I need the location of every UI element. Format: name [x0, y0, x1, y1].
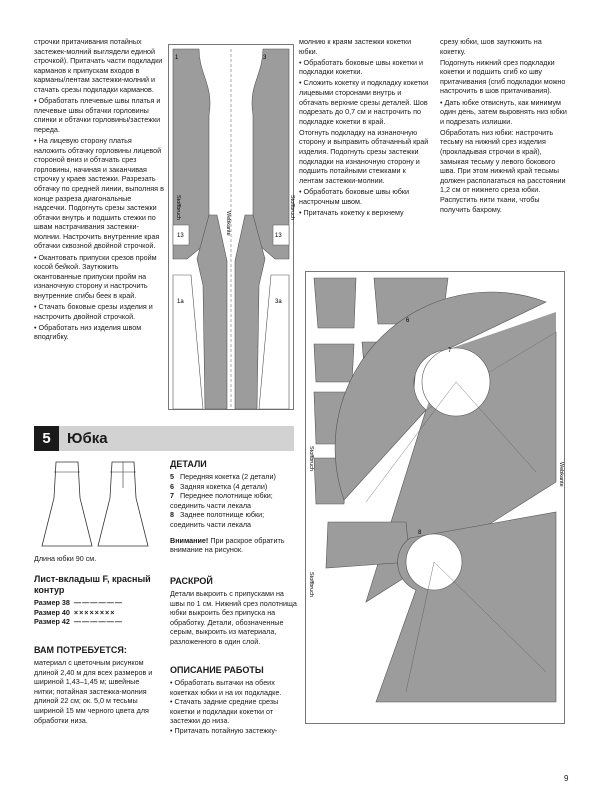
attention-label: Внимание!	[170, 535, 209, 545]
paragraph: • Сложить кокетку и подкладку кокетки лицевыми сторонами внутрь и обтачать верхние срезы деталей. Шов подрезать до 0,7 см и настрочить по подкладке кокетки в край.	[299, 78, 429, 126]
size-row	[34, 608, 127, 618]
paragraph: • Притачать кокетку к верхнему	[299, 208, 429, 218]
size-label: Размер 40	[34, 607, 70, 617]
skirt-layout-svg	[306, 272, 564, 723]
fold-label-right: Stoffbruch	[289, 195, 295, 220]
detail-text: Передняя кокетка (2 детали)	[180, 472, 276, 481]
detail-number: 6	[170, 481, 174, 491]
paragraph: молнию к краям застежки кокетки юбки.	[299, 37, 412, 56]
size-line-style: ——————	[73, 617, 123, 627]
label-7: 7	[448, 348, 452, 354]
paragraph: • Окантовать припуски срезов пройм косой бейкой. Заутюжить окантованные припуски пройм на изнаночную сторону и настрочить внутренние сгибы беек в край.	[34, 253, 164, 301]
work-block	[170, 665, 298, 736]
paragraph: • Стачать боковые срезы изделия и настрочить двойной строчкой.	[34, 302, 164, 321]
paragraph: • Обработать боковые швы юбки настрочным швом.	[299, 187, 429, 206]
paragraph: Подогнуть нижний срез подкладки кокетки и подшить сгиб ко шву притачивания (сгиб подкладки можно настрочить в шов притачивания).	[440, 57, 566, 96]
text-column-4	[440, 37, 568, 216]
attention-note	[170, 536, 298, 555]
label-6: 6	[406, 318, 410, 324]
paragraph: строчки притачивания потайных застежек-молний выглядели единой строчкой). Притачать части подкладки карманов к припускам входов в карманы/лентам застежки-молний и стачать срезы подкладки карманов.	[34, 37, 163, 94]
work-step: • Обработать вытачки на обеих кокетках юбки и на их подкладке.	[170, 678, 298, 697]
skirt-cutting-layout	[305, 271, 565, 724]
detail-item	[170, 482, 298, 492]
size-row	[34, 617, 127, 627]
selvage-label-2: Webkante	[558, 462, 564, 487]
skirt-front-view	[42, 462, 92, 546]
paragraph: • Дать юбке отвиснуть, как минимум один день, затем выровнять низ юбки и подрезать излишки.	[440, 98, 568, 127]
size-label: Размер 42	[34, 617, 70, 627]
detail-number: 8	[170, 510, 174, 520]
fold-label-left: Stoffbruch	[175, 195, 181, 220]
dress-back-skirt	[235, 215, 265, 409]
text-column-3	[299, 37, 429, 219]
work-step: • Притачать потайную застежку-	[170, 726, 298, 736]
label-13-left: 13	[177, 233, 184, 239]
size-row	[34, 598, 127, 608]
cutting-heading: РАСКРОЙ	[170, 576, 213, 586]
dress-cutting-layout	[168, 44, 294, 410]
label-3: 3	[263, 55, 267, 61]
work-heading: ОПИСАНИЕ РАБОТЫ	[170, 665, 264, 675]
size-label: Размер 38	[34, 598, 70, 607]
cutting-text: Детали выкроить с припусками на швы по 1 см. Нижний срез полотнища юбки выкроить без припуска на обработку. Детали, обозначенные серым, выкроить из материала, разложенного в один слой.	[170, 589, 297, 646]
page-number: 9	[564, 774, 569, 783]
cutting-block	[170, 576, 298, 647]
detail-number: 5	[170, 472, 174, 481]
attention-text: При раскрое обратить внимание на рисунок.	[170, 535, 285, 555]
paragraph: • Обработать низ изделия швом вподгибку.	[34, 323, 164, 342]
selvage-label: Webkante	[225, 211, 231, 236]
dress-side-piece-right	[259, 275, 289, 409]
dress-front-skirt	[197, 215, 227, 409]
yoke-piece	[314, 278, 356, 328]
size-line-style: ××××××××	[73, 607, 116, 617]
paragraph: • Обработать плечевые швы платья и плечевые швы обтачки горловины спинки и обтачки горловины/застежки переда.	[34, 96, 164, 134]
sizes-table	[34, 598, 127, 627]
materials-text: материал с цветочным рисунком длиной 2,40 м для всех размеров и шириной 1,43–1,45 м; швейные нитки; потайная застежка-молния длиной 22 см; ок. 5,0 м тесьмы шириной 15 мм черного цвета для обработки низа.	[34, 658, 153, 725]
dress-layout-svg	[169, 45, 293, 409]
sketch-caption: Длина юбки 90 см.	[34, 554, 97, 563]
fold-label-1: Stoffbruch	[308, 446, 314, 471]
detail-text: Переднее полотнище юбки; соединить части лекала	[170, 491, 273, 510]
fold-label-2: Stoffbruch	[308, 572, 314, 597]
yoke-piece	[314, 344, 354, 382]
skirt-sketch-svg	[34, 458, 158, 550]
paragraph: Отогнуть подкладку на изнаночную сторону и выправить обтачанный край изделия. Подогнуть срезы застежки подкладки на изнаночную сторону и подшить потайными стежками к лентам застежки-молнии.	[299, 127, 429, 185]
label-13-right: 13	[275, 233, 282, 239]
size-line-style: ——————	[73, 598, 123, 607]
text-column-1	[34, 37, 164, 343]
work-step: • Стачать задние средние срезы кокетки и подкладки кокетки от застежки до низа.	[170, 697, 298, 726]
detail-item	[170, 472, 298, 482]
section-title: Юбка	[67, 430, 108, 447]
paragraph: • На лицевую сторону платья наложить обтачку горловины лицевой стороной вниз и обтачать срез горловины, начиная и заканчивая строчку у краев застежки. Разрезать обтачку по средней линии, выполняя в конце разреза диагональные надсечки. Подогнуть срезы застежки обтачки внутрь и подшить стежки по швам настрачивания застежки-молнии. Настрочить внутренние края обтачки сквозной двойной строчкой.	[34, 136, 164, 251]
details-heading: ДЕТАЛИ	[170, 459, 207, 469]
section-number: 5	[34, 426, 59, 451]
materials-block	[34, 645, 158, 725]
pattern-sheet-block	[34, 574, 158, 627]
label-8: 8	[418, 530, 422, 536]
label-3a: 3a	[275, 299, 282, 305]
detail-item	[170, 510, 298, 529]
detail-item	[170, 491, 298, 510]
label-1a: 1a	[177, 299, 184, 305]
paragraph: срезу юбки, шов заутюжить на кокетку.	[440, 37, 542, 56]
section-banner	[34, 426, 294, 451]
details-block	[170, 459, 298, 555]
dress-side-piece-left	[173, 275, 203, 409]
detail-text: Заднее полотнище юбки; соединить части лекала	[170, 510, 265, 529]
paragraph: • Обработать боковые швы кокетки и подкладки кокетки.	[299, 58, 429, 77]
paragraph: Обработать низ юбки: настрочить тесьму на нижний срез изделия (прокладывая строчки в край), замыкая тесьму у левого бокового шва. При этом нижний край тесьмы должен располагаться на расстоянии 1,2 см от нижнего среза юбки. Распустить нити ткани, чтобы получить бахрому.	[440, 127, 566, 214]
detail-text: Задняя кокетка (4 детали)	[180, 481, 268, 491]
skirt-sketch	[34, 458, 158, 554]
pattern-sheet-title: Лист-вкладыш F, красный контур	[34, 574, 151, 595]
detail-number: 7	[170, 491, 174, 501]
label-1: 1	[175, 55, 179, 61]
materials-heading: ВАМ ПОТРЕБУЕТСЯ:	[34, 645, 127, 655]
